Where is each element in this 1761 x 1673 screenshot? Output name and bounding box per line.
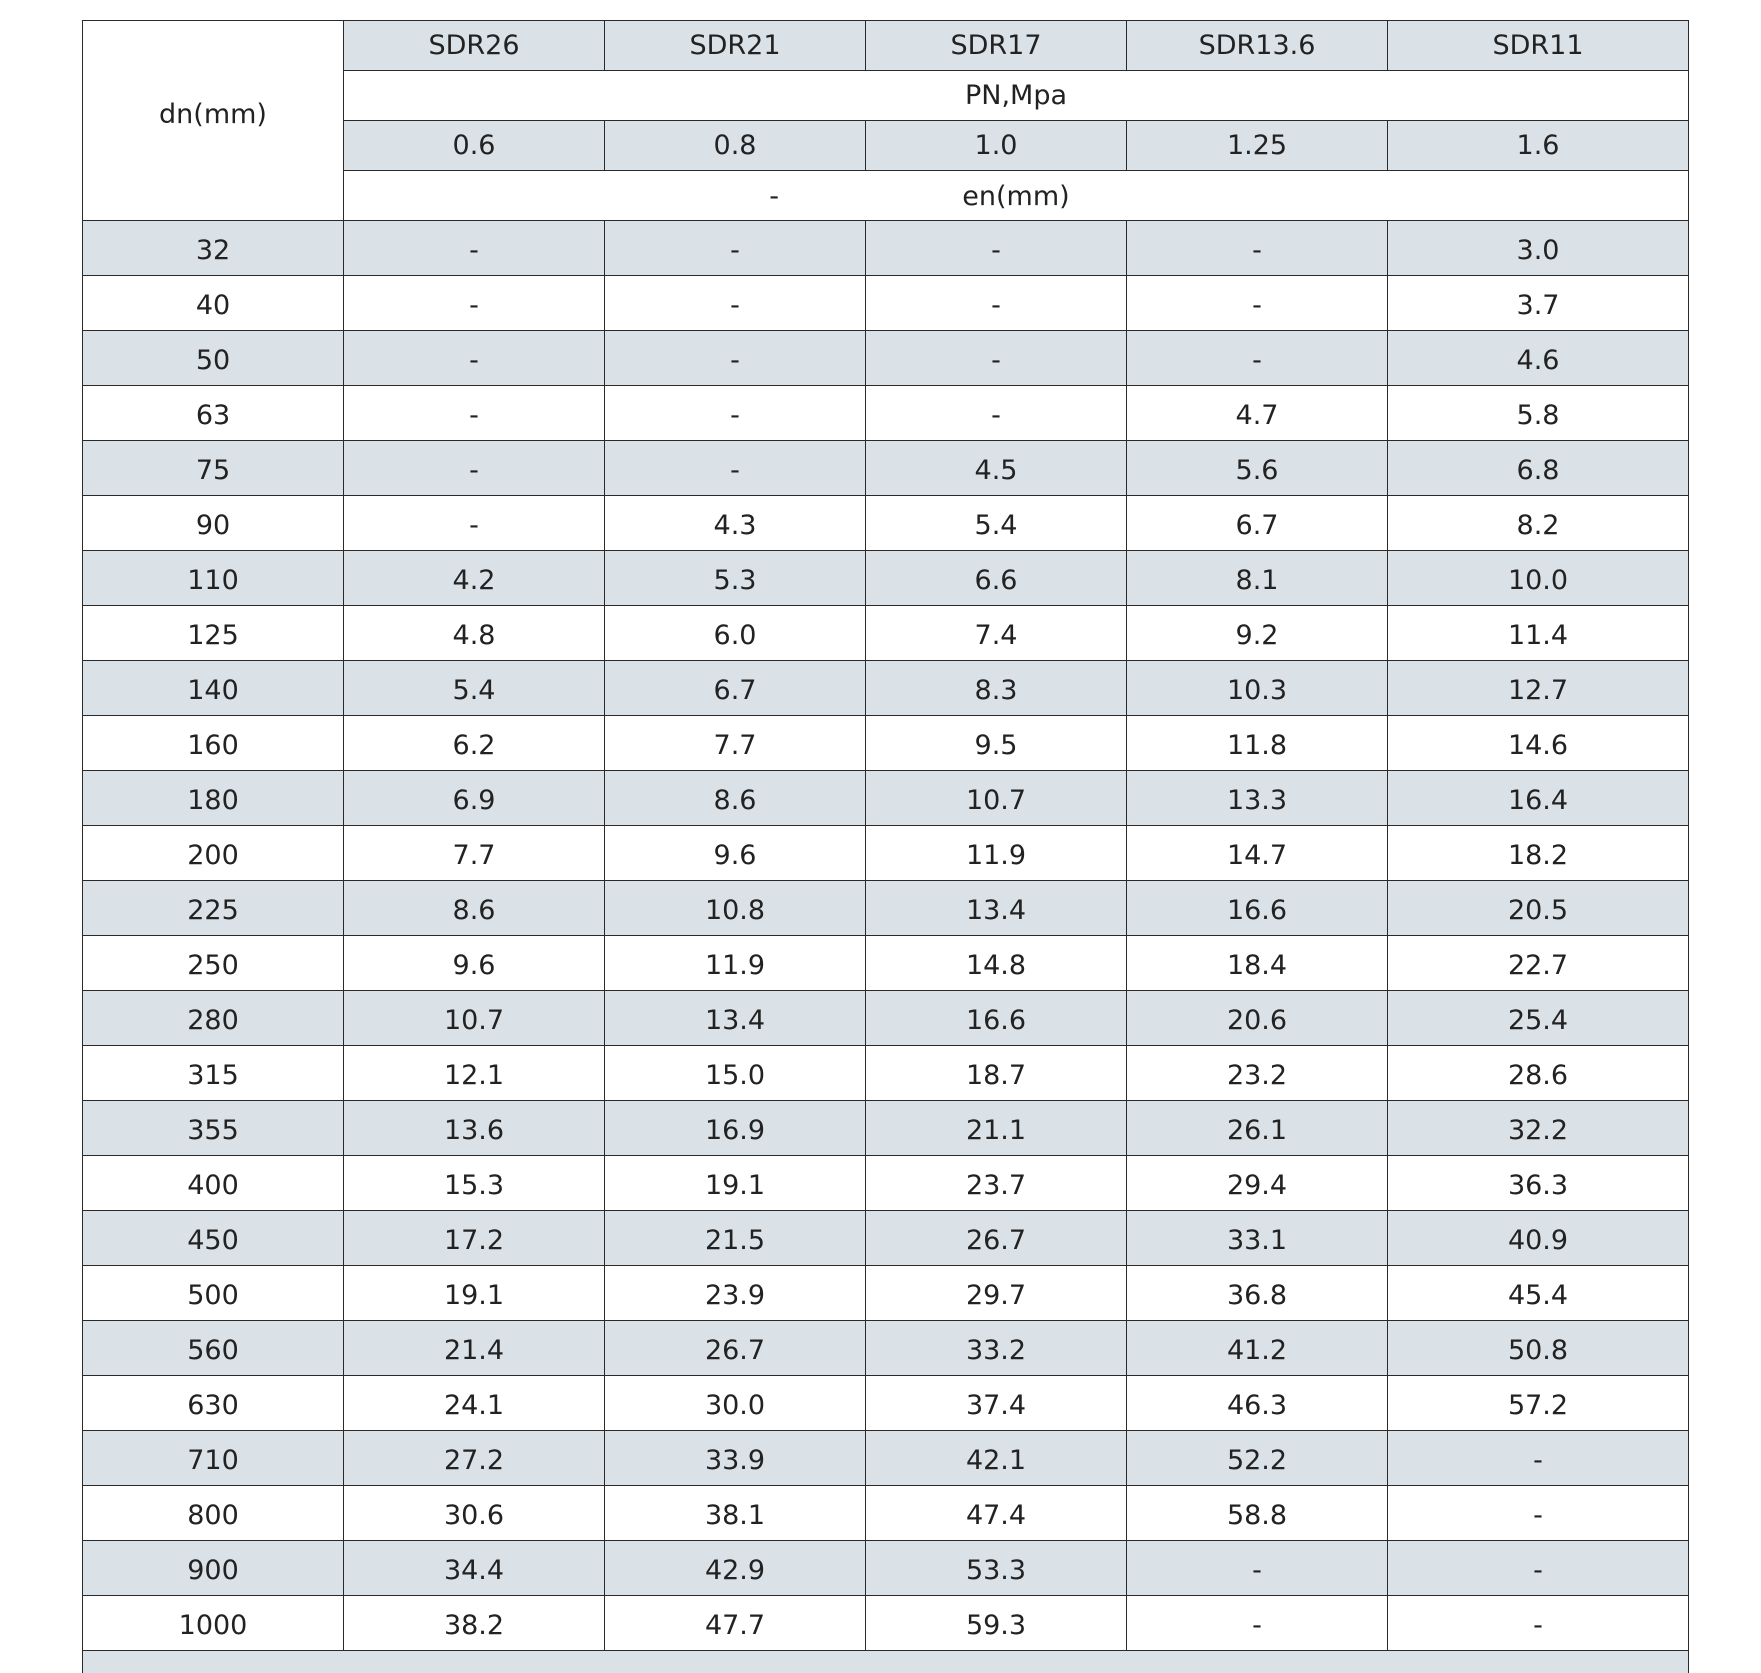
en-value-cell: 14.8 xyxy=(866,936,1127,991)
en-value-cell: 8.3 xyxy=(866,661,1127,716)
en-value-cell: 40.9 xyxy=(1388,1211,1689,1266)
en-value-cell: 16.6 xyxy=(866,991,1127,1046)
en-value-cell: 37.4 xyxy=(866,1376,1127,1431)
en-value-cell: - xyxy=(1388,1596,1689,1651)
table-row xyxy=(83,496,1689,551)
en-value-cell: 7.7 xyxy=(344,826,605,881)
en-value-cell: 14.7 xyxy=(1127,826,1388,881)
sdr-header-cell: SDR11 xyxy=(1388,21,1689,71)
en-value-cell: 33.1 xyxy=(1127,1211,1388,1266)
dn-cell: 75 xyxy=(83,441,344,496)
table-row xyxy=(83,1596,1689,1651)
en-value-cell: 19.1 xyxy=(344,1266,605,1321)
en-value-cell: 20.6 xyxy=(1127,991,1388,1046)
en-value-cell: - xyxy=(1127,1541,1388,1596)
table-row xyxy=(83,441,1689,496)
en-value-cell: 16.4 xyxy=(1388,771,1689,826)
en-value-cell: 15.0 xyxy=(605,1046,866,1101)
dn-cell: 110 xyxy=(83,551,344,606)
en-value-cell: 34.4 xyxy=(344,1541,605,1596)
en-value-cell: 13.6 xyxy=(344,1101,605,1156)
en-value-cell: 18.7 xyxy=(866,1046,1127,1101)
sdr-header-cell: SDR26 xyxy=(344,21,605,71)
en-value-cell: 46.3 xyxy=(1127,1376,1388,1431)
table-row xyxy=(83,716,1689,771)
pn-value-cell: 1.25 xyxy=(1127,121,1388,171)
en-value-cell: 11.4 xyxy=(1388,606,1689,661)
table-row xyxy=(83,331,1689,386)
en-value-cell: - xyxy=(1127,1596,1388,1651)
en-value-cell: 5.6 xyxy=(1127,441,1388,496)
en-value-cell: 38.2 xyxy=(344,1596,605,1651)
table-row xyxy=(83,1541,1689,1596)
en-value-cell: 21.5 xyxy=(605,1211,866,1266)
en-value-cell: 47.7 xyxy=(605,1596,866,1651)
en-value-cell: 13.4 xyxy=(866,881,1127,936)
dn-cell: 90 xyxy=(83,496,344,551)
en-value-cell: 10.3 xyxy=(1127,661,1388,716)
en-value-cell: 25.4 xyxy=(1388,991,1689,1046)
en-value-cell: 47.4 xyxy=(866,1486,1127,1541)
en-value-cell: 16.6 xyxy=(1127,881,1388,936)
dn-header-cell xyxy=(83,21,344,221)
en-value-cell: 9.5 xyxy=(866,716,1127,771)
en-value-cell: - xyxy=(344,386,605,441)
en-value-cell: 58.8 xyxy=(1127,1486,1388,1541)
en-value-cell: - xyxy=(344,441,605,496)
en-value-cell: 3.0 xyxy=(1388,221,1689,276)
en-value-cell: 32.2 xyxy=(1388,1101,1689,1156)
en-value-cell: 23.7 xyxy=(866,1156,1127,1211)
en-value-cell: 52.2 xyxy=(1127,1431,1388,1486)
dn-cell: 500 xyxy=(83,1266,344,1321)
table-row xyxy=(83,276,1689,331)
en-value-cell: - xyxy=(344,331,605,386)
en-value-cell: 29.7 xyxy=(866,1266,1127,1321)
en-value-cell: 18.2 xyxy=(1388,826,1689,881)
en-value-cell: 5.4 xyxy=(866,496,1127,551)
en-value-cell: 33.9 xyxy=(605,1431,866,1486)
en-value-cell: 28.6 xyxy=(1388,1046,1689,1101)
en-value-cell: - xyxy=(866,276,1127,331)
en-value-cell: 12.7 xyxy=(1388,661,1689,716)
dn-cell: 140 xyxy=(83,661,344,716)
sdr-header-cell: SDR13.6 xyxy=(1127,21,1388,71)
table-row xyxy=(83,881,1689,936)
dn-cell: 400 xyxy=(83,1156,344,1211)
en-value-cell: 9.2 xyxy=(1127,606,1388,661)
en-value-cell: 3.7 xyxy=(1388,276,1689,331)
dn-cell: 800 xyxy=(83,1486,344,1541)
dn-cell: 355 xyxy=(83,1101,344,1156)
en-value-cell: 7.4 xyxy=(866,606,1127,661)
table-row xyxy=(83,551,1689,606)
en-value-cell: 6.9 xyxy=(344,771,605,826)
en-value-cell: 8.2 xyxy=(1388,496,1689,551)
en-value-cell: 5.3 xyxy=(605,551,866,606)
en-value-cell: - xyxy=(866,386,1127,441)
en-value-cell: 30.0 xyxy=(605,1376,866,1431)
en-value-cell: 24.1 xyxy=(344,1376,605,1431)
en-value-cell: 4.7 xyxy=(1127,386,1388,441)
en-value-cell: 11.9 xyxy=(605,936,866,991)
en-value-cell: - xyxy=(1127,276,1388,331)
sdr-header-cell: SDR21 xyxy=(605,21,866,71)
en-value-cell: - xyxy=(1388,1431,1689,1486)
dn-cell: 40 xyxy=(83,276,344,331)
table-footer-cell xyxy=(83,1651,1689,1673)
en-value-cell: 7.7 xyxy=(605,716,866,771)
table-footer xyxy=(83,1651,1689,1673)
en-value-cell: 53.3 xyxy=(866,1541,1127,1596)
en-value-cell: 6.0 xyxy=(605,606,866,661)
en-value-cell: - xyxy=(866,331,1127,386)
en-value-cell: 4.3 xyxy=(605,496,866,551)
table-row xyxy=(83,936,1689,991)
pn-value-cell: 0.6 xyxy=(344,121,605,171)
en-value-cell: - xyxy=(605,331,866,386)
en-value-cell: 18.4 xyxy=(1127,936,1388,991)
pipe-dimension-table xyxy=(82,20,1689,1673)
en-value-cell: 8.6 xyxy=(344,881,605,936)
en-value-cell: 26.7 xyxy=(605,1321,866,1376)
en-value-cell: 38.1 xyxy=(605,1486,866,1541)
en-value-cell: 4.8 xyxy=(344,606,605,661)
en-value-cell: 21.4 xyxy=(344,1321,605,1376)
en-value-cell: 10.7 xyxy=(866,771,1127,826)
en-value-cell: 36.3 xyxy=(1388,1156,1689,1211)
en-value-cell: 21.1 xyxy=(866,1101,1127,1156)
sdr-header-cell: SDR17 xyxy=(866,21,1127,71)
en-value-cell: 9.6 xyxy=(605,826,866,881)
en-value-cell: 6.6 xyxy=(866,551,1127,606)
en-value-cell: 13.4 xyxy=(605,991,866,1046)
pn-value-cell: 0.8 xyxy=(605,121,866,171)
en-value-cell: 9.6 xyxy=(344,936,605,991)
en-value-cell: 5.4 xyxy=(344,661,605,716)
dn-cell: 180 xyxy=(83,771,344,826)
en-value-cell: 36.8 xyxy=(1127,1266,1388,1321)
en-value-cell: 10.0 xyxy=(1388,551,1689,606)
en-value-cell: - xyxy=(1388,1541,1689,1596)
en-value-cell: 13.3 xyxy=(1127,771,1388,826)
en-value-cell: 14.6 xyxy=(1388,716,1689,771)
en-value-cell: 26.1 xyxy=(1127,1101,1388,1156)
en-value-cell: 17.2 xyxy=(344,1211,605,1266)
en-value-cell: 45.4 xyxy=(1388,1266,1689,1321)
dn-cell: 32 xyxy=(83,221,344,276)
en-value-cell: 57.2 xyxy=(1388,1376,1689,1431)
en-header-dash: - xyxy=(769,183,779,210)
table-row xyxy=(83,1431,1689,1486)
dn-cell: 160 xyxy=(83,716,344,771)
en-value-cell: - xyxy=(605,276,866,331)
pn-header-cell: PN,Mpa xyxy=(344,71,1689,121)
dn-cell: 225 xyxy=(83,881,344,936)
en-value-cell: 6.8 xyxy=(1388,441,1689,496)
dn-cell: 450 xyxy=(83,1211,344,1266)
en-value-cell: 6.7 xyxy=(605,661,866,716)
en-value-cell: 6.2 xyxy=(344,716,605,771)
en-value-cell: 59.3 xyxy=(866,1596,1127,1651)
en-value-cell: 15.3 xyxy=(344,1156,605,1211)
table-body xyxy=(83,221,1689,1651)
dn-cell: 125 xyxy=(83,606,344,661)
dn-cell: 63 xyxy=(83,386,344,441)
en-value-cell: - xyxy=(605,221,866,276)
en-value-cell: - xyxy=(1127,221,1388,276)
dn-cell: 900 xyxy=(83,1541,344,1596)
en-value-cell: 8.1 xyxy=(1127,551,1388,606)
en-header-label: en(mm) xyxy=(962,183,1069,210)
en-value-cell: 8.6 xyxy=(605,771,866,826)
dn-cell: 280 xyxy=(83,991,344,1046)
en-value-cell: 22.7 xyxy=(1388,936,1689,991)
table-row xyxy=(83,991,1689,1046)
en-value-cell: 4.2 xyxy=(344,551,605,606)
dn-cell: 630 xyxy=(83,1376,344,1431)
table-row xyxy=(83,826,1689,881)
table-header xyxy=(83,21,1689,221)
dn-cell: 1000 xyxy=(83,1596,344,1651)
table-row xyxy=(83,661,1689,716)
table-row xyxy=(83,1046,1689,1101)
en-header-cell xyxy=(344,171,1689,221)
table-row xyxy=(83,1266,1689,1321)
dn-cell: 560 xyxy=(83,1321,344,1376)
en-value-cell: 20.5 xyxy=(1388,881,1689,936)
table-row xyxy=(83,1156,1689,1211)
header-row-sdr xyxy=(83,21,1689,71)
table-footer-row xyxy=(83,1651,1689,1673)
dn-cell: 315 xyxy=(83,1046,344,1101)
en-value-cell: 50.8 xyxy=(1388,1321,1689,1376)
en-value-cell: 42.1 xyxy=(866,1431,1127,1486)
dn-header-label: dn(mm) xyxy=(159,101,267,128)
table-row xyxy=(83,771,1689,826)
dn-cell: 50 xyxy=(83,331,344,386)
en-value-cell: 4.5 xyxy=(866,441,1127,496)
table-row xyxy=(83,1101,1689,1156)
en-value-cell: 12.1 xyxy=(344,1046,605,1101)
pn-value-cell: 1.6 xyxy=(1388,121,1689,171)
en-value-cell: 30.6 xyxy=(344,1486,605,1541)
table-row xyxy=(83,1486,1689,1541)
en-value-cell: 5.8 xyxy=(1388,386,1689,441)
table-row xyxy=(83,386,1689,441)
en-value-cell: 29.4 xyxy=(1127,1156,1388,1211)
table-row xyxy=(83,606,1689,661)
en-value-cell: - xyxy=(605,386,866,441)
en-value-cell: - xyxy=(344,221,605,276)
en-value-cell: 42.9 xyxy=(605,1541,866,1596)
en-value-cell: 23.2 xyxy=(1127,1046,1388,1101)
en-value-cell: 41.2 xyxy=(1127,1321,1388,1376)
en-value-cell: 33.2 xyxy=(866,1321,1127,1376)
dn-cell: 250 xyxy=(83,936,344,991)
dn-cell: 710 xyxy=(83,1431,344,1486)
en-value-cell: 6.7 xyxy=(1127,496,1388,551)
pn-value-cell: 1.0 xyxy=(866,121,1127,171)
table-row xyxy=(83,221,1689,276)
en-value-cell: 27.2 xyxy=(344,1431,605,1486)
dn-cell: 200 xyxy=(83,826,344,881)
en-value-cell: - xyxy=(344,276,605,331)
en-value-cell: - xyxy=(605,441,866,496)
en-value-cell: 4.6 xyxy=(1388,331,1689,386)
en-header-content xyxy=(344,181,1688,211)
en-value-cell: - xyxy=(866,221,1127,276)
en-value-cell: 11.9 xyxy=(866,826,1127,881)
en-value-cell: 16.9 xyxy=(605,1101,866,1156)
table-row xyxy=(83,1376,1689,1431)
en-value-cell: 11.8 xyxy=(1127,716,1388,771)
table-row xyxy=(83,1211,1689,1266)
en-value-cell: - xyxy=(344,496,605,551)
en-value-cell: 10.8 xyxy=(605,881,866,936)
en-value-cell: 26.7 xyxy=(866,1211,1127,1266)
en-value-cell: 19.1 xyxy=(605,1156,866,1211)
en-value-cell: - xyxy=(1388,1486,1689,1541)
en-value-cell: - xyxy=(1127,331,1388,386)
en-value-cell: 23.9 xyxy=(605,1266,866,1321)
en-value-cell: 10.7 xyxy=(344,991,605,1046)
table-row xyxy=(83,1321,1689,1376)
